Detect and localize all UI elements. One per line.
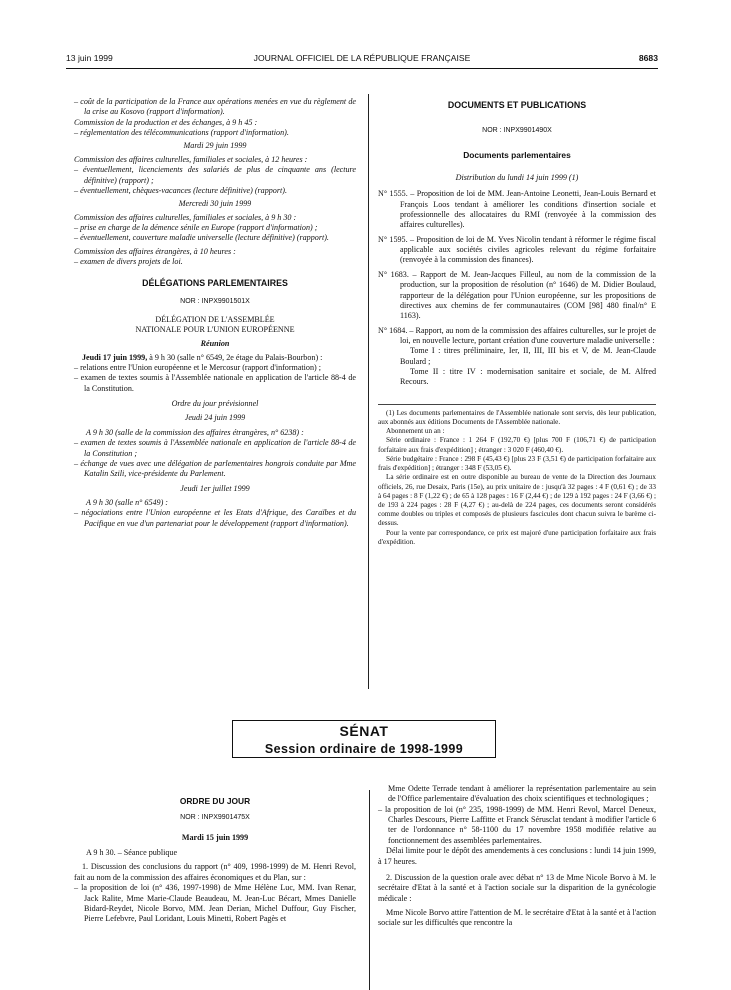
left-column [74, 97, 356, 529]
footnote [378, 409, 656, 547]
senat-banner [232, 720, 496, 758]
senat-title: SÉNAT [339, 723, 389, 739]
date-heading: Mardi 29 juin 1999 [183, 141, 247, 151]
senat-right-column [378, 784, 656, 929]
footnote-text: Série budgétaire : France : 298 F (45,43 €) [plus 23 F (3,51 €) de participation forfaitaire aux frais d'expédition] ; étranger : 348 F (53,05 €). [378, 454, 656, 473]
reunion-heading: Réunion [200, 339, 230, 349]
agenda-item: – éventuellement, chèques-vacances (lecture définitive) (rapport). [74, 185, 287, 195]
meeting-date [74, 353, 356, 363]
meeting-date-bold: Jeudi 17 juin 1999, [82, 352, 148, 362]
agenda-item: – éventuellement, couverture maladie universelle (lecture définitive) (rapport). [74, 233, 329, 243]
section-title-ordre: ORDRE DU JOUR [179, 796, 251, 806]
footnote-text: La série ordinaire est en outre disponible au bureau de vente de la Direction des Journaux officiels, 26, rue Desaix, Paris (15e), au prix unitaire de : jusqu'à 32 pages : 4 F (0,61 €) ; de 33 à 64 pages : 8 F (1,22 €) ; de 65 à 128 pages : 16 F (2,44 €) ; de 129 à 192 pages : 24 F (3,66 €) ; de 193 à 224 pages : 28 F (4,27 €) ; au-delà de 224 pages, ces documents seront considérés comme doubles ou triples et composés de plusieurs fascicules dont chacun suivra le barème ci-dessus. [378, 473, 656, 528]
agenda-item: – réglementation des télécommunications (rapport d'information). [74, 128, 289, 138]
date-heading: Mercredi 30 juin 1999 [178, 199, 252, 209]
agenda-item: – prise en charge de la démence sénile en Europe (rapport d'information) ; [74, 222, 318, 232]
agenda-item: – négociations entre l'Union européenne et les Etats d'Afrique, des Caraïbes et du Pacifique en vue d'un partenariat pour le développement (rapport d'information). [74, 508, 356, 528]
commission-heading: Commission des affaires culturelles, familiales et sociales, à 9 h 30 : [74, 212, 297, 222]
header-rule [66, 68, 658, 69]
agenda-item: Mme Odette Terrade tendant à améliorer la représentation parlementaire au sein de l'Office parlementaire d'évaluation des choix scientifiques et technologiques ; [388, 784, 656, 804]
agenda-item: – coût de la participation de la France aux opérations menées en vue du règlement de la crise au Kosovo (rapport d'information). [74, 97, 356, 117]
date-heading: Jeudi 1er juillet 1999 [180, 483, 250, 493]
page-header [66, 53, 658, 67]
distribution-line: Distribution du lundi 14 juin 1999 (1) [455, 172, 579, 182]
date-heading: Jeudi 24 juin 1999 [184, 413, 246, 423]
footnote-text: Série ordinaire : France : 1 264 F (192,70 €) [plus 700 F (106,71 €) de participation forfaitaire aux frais d'expédition] ; étranger : 3 020 F (460,40 €). [378, 436, 656, 454]
agenda-item: – la proposition de loi (n° 235, 1998-1999) de MM. Henri Revol, Marcel Deneux, Charles Descours, Pierre Laffitte et Franck Sérusclat tendant à modifier l'article 6 ter de l'ordonnance n° 58-1100 du 17 novembre 1958 modifiée relative au fonctionnement des assemblées parlementaires. [378, 804, 656, 845]
nor-code: NOR : INPX9901501X [180, 297, 250, 305]
header-page-number: 8683 [638, 53, 658, 63]
section-title-documents: DOCUMENTS ET PUBLICATIONS [447, 100, 587, 110]
document-tome: Tome I : titres préliminaire, Ier, II, III, III bis et V, de M. Jean-Claude Boulard ; [400, 346, 656, 366]
nor-code: NOR : INPX9901490X [482, 127, 552, 135]
agenda-item: – éventuellement, licenciements des salariés de plus de cinquante ans (lecture définitive) (rapport) ; [74, 165, 356, 185]
nor-code: NOR : INPX9901475X [180, 813, 250, 821]
agenda-item: – la proposition de loi (n° 436, 1997-1998) de Mme Hélène Luc, MM. Ivan Renar, Jack Ralite, Mme Marie-Claude Beaudeau, M. Jean-Luc Bécart, Mmes Danielle Bidard-Reydet, Nicole Borvo, MM. Jean Derian, Michel Duffour, Guy Fischer, Pierre Lefebvre, Paul Loridant, Louis Minetti, Robert Pagès et [74, 883, 356, 924]
session-time: A 9 h 30. – Séance publique [86, 848, 178, 858]
agenda-paragraph: Mme Nicole Borvo attire l'attention de M. le secrétaire d'Etat à la santé et à l'action sociale sur les difficultés que rencontre la [378, 907, 656, 928]
agenda-paragraph: 2. Discussion de la question orale avec débat n° 13 de Mme Nicole Borvo à M. le secrétaire d'Etat à la santé et à l'action sociale sur la disparition de la gynécologie médicale : [378, 872, 656, 903]
header-journal-title: JOURNAL OFFICIEL DE LA RÉPUBLIQUE FRANÇAISE [253, 53, 471, 63]
commission-heading: Commission de la production et des échanges, à 9 h 45 : [74, 117, 258, 127]
header-date: 13 juin 1999 [66, 53, 113, 63]
column-divider [369, 790, 370, 990]
column-divider [368, 94, 369, 689]
document-entry: N° 1555. – Proposition de loi de MM. Jean-Antoine Leonetti, Jean-Louis Bernard et François Loos tendant à améliorer les conditions d'insertion sociale et professionnelle des allocataires du RMI (renvoyée à la commission des affaires culturelles). [378, 189, 656, 230]
date-heading: Mardi 15 juin 1999 [181, 832, 249, 842]
document-entry: N° 1683. – Rapport de M. Jean-Jacques Filleul, au nom de la commission de la production, sur la proposition de résolution (n° 1646) de M. Didier Boulaud, rapporteur de la délégation pour l'Union européenne, sur les propositions de directives aux chemins de fer communautaires (COM [98] 480 final/n° E 1163). [378, 269, 656, 321]
document-tome: Tome II : titre IV : modernisation sanitaire et sociale, de M. Alfred Recours. [400, 367, 656, 387]
senat-session: Session ordinaire de 1998-1999 [264, 741, 464, 756]
agenda-item: – examen de textes soumis à l'Assemblée nationale en application de l'article 88-4 de la Constitution. [74, 373, 356, 393]
footnote-text: Pour la vente par correspondance, ce prix est majoré d'une participation forfaitaire aux frais d'expédition. [378, 528, 656, 546]
section-title-delegations: DÉLÉGATIONS PARLEMENTAIRES [142, 278, 288, 289]
document-entry: N° 1595. – Proposition de loi de M. Yves Nicolin tendant à réformer le régime fiscal applicable aux sociétés civiles agricoles relevant du régime forfaitaire (renvoyée à la commission des finances). [378, 234, 656, 265]
agenda-item: – examen de textes soumis à l'Assemblée nationale en application de l'article 88-4 de la Constitution ; [74, 438, 356, 458]
agenda-item: – relations entre l'Union européenne et le Mercosur (rapport d'information) ; [74, 363, 321, 373]
footnote-text: Abonnement un an : [386, 427, 445, 436]
commission-heading: Commission des affaires culturelles, familiales et sociales, à 12 heures : [74, 154, 308, 164]
agenda-paragraph: 1. Discussion des conclusions du rapport (n° 409, 1998-1999) de M. Henri Revol, fait au nom de la commission des affaires économiques et du Plan, sur : [74, 862, 356, 882]
footnote-rule [378, 404, 656, 405]
ordre-heading: Ordre du jour prévisionnel [171, 399, 259, 409]
time-line: A 9 h 30 (salle de la commission des affaires étrangères, n° 6238) : [86, 427, 304, 437]
commission-heading: Commission des affaires étrangères, à 10 heures : [74, 246, 236, 256]
right-column [378, 100, 656, 547]
footnote-text: (1) Les documents parlementaires de l'Assemblée nationale sont servis, dès leur publication, aux abonnés aux éditions Documents de l'Assemblée nationale. [378, 408, 656, 426]
agenda-item: – examen de divers projets de loi. [74, 257, 183, 267]
deadline-line: Délai limite pour le dépôt des amendements à ces conclusions : lundi 14 juin 1999, à 17 heures. [378, 846, 656, 866]
meeting-date-rest: à 9 h 30 (salle n° 6549, 2e étage du Palais-Bourbon) : [147, 352, 323, 362]
subsection-title: Documents parlementaires [463, 150, 571, 161]
senat-left-column [74, 796, 356, 925]
document-entry: N° 1684. – Rapport, au nom de la commission des affaires culturelles, sur le projet de loi, en nouvelle lecture, portant création d'une couverture maladie universelle : [378, 325, 656, 345]
agenda-item: – échange de vues avec une délégation de parlementaires hongrois conduite par Mme Katalin Szili, vice-présidente du Parlement. [74, 458, 356, 479]
delegation-name: DÉLÉGATION DE L'ASSEMBLÉE NATIONALE POUR L'UNION EUROPÉENNE [135, 314, 295, 334]
time-line: A 9 h 30 (salle n° 6549) : [86, 497, 168, 507]
